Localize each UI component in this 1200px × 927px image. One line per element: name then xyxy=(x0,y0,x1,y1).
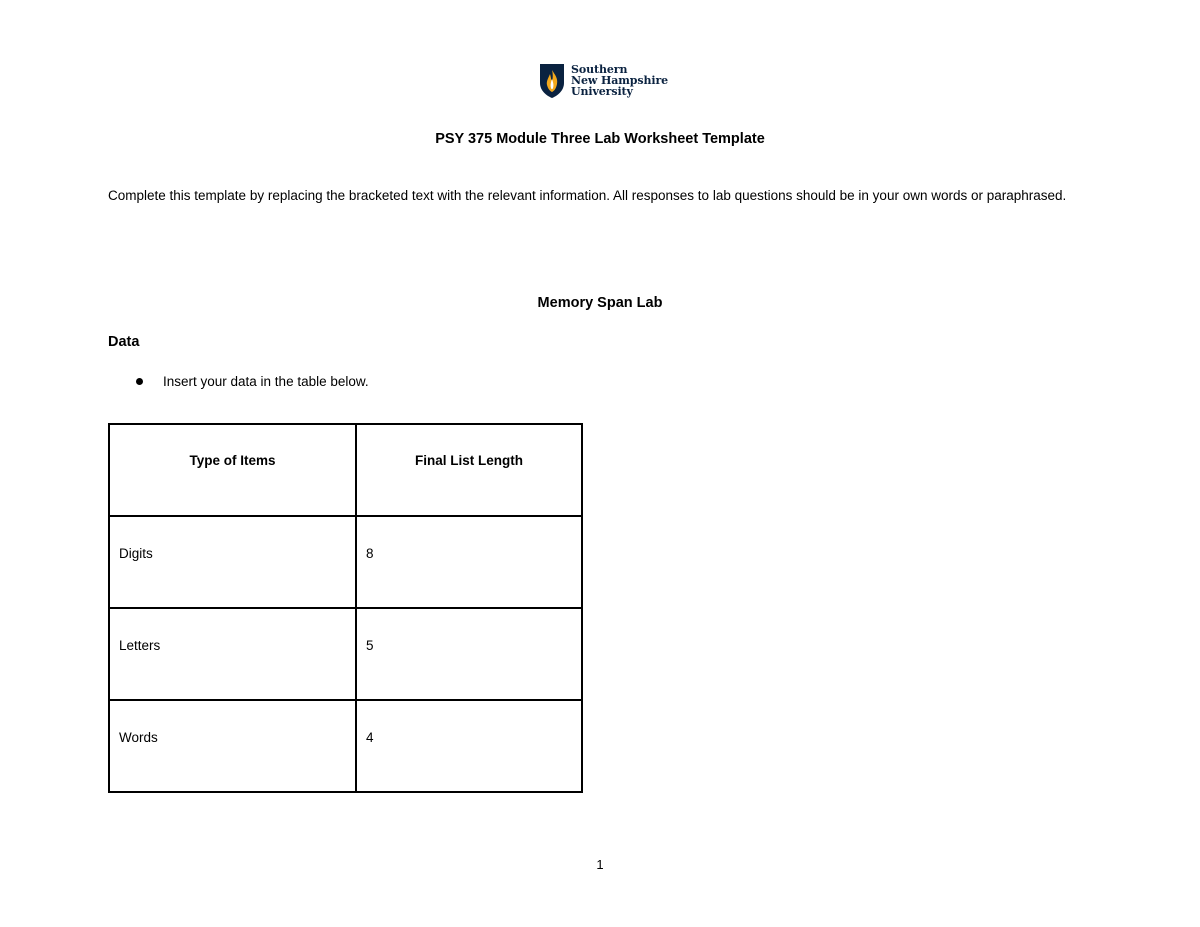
bullet-dot-icon xyxy=(136,378,143,385)
document-title: PSY 375 Module Three Lab Worksheet Template xyxy=(435,131,765,147)
logo-line-3: University xyxy=(571,85,633,98)
cell-length[interactable]: 4 xyxy=(356,700,582,792)
bullet-item xyxy=(136,374,369,389)
cell-length[interactable]: 8 xyxy=(356,516,582,608)
header-final-list-length: Final List Length xyxy=(356,424,582,516)
cell-type[interactable]: Digits xyxy=(109,516,356,608)
cell-type[interactable]: Words xyxy=(109,700,356,792)
snhu-shield-flame-icon xyxy=(539,63,565,99)
table-row xyxy=(109,516,582,608)
intro-paragraph: Complete this template by replacing the bracketed text with the relevant information. All responses to lab questions should be in your own words or paraphrased. xyxy=(108,188,1067,203)
header-type-of-items: Type of Items xyxy=(109,424,356,516)
logo-line-1: Southern xyxy=(571,63,628,76)
table-row xyxy=(109,608,582,700)
page-number: 1 xyxy=(596,857,604,872)
data-heading: Data xyxy=(108,334,140,350)
logo-wordmark xyxy=(571,64,668,97)
section-title: Memory Span Lab xyxy=(537,295,663,311)
logo-line-2: New Hampshire xyxy=(571,74,669,87)
bullet-text: Insert your data in the table below. xyxy=(163,374,369,389)
cell-length[interactable]: 5 xyxy=(356,608,582,700)
university-logo xyxy=(539,63,668,99)
table-header-row xyxy=(109,424,582,516)
cell-type[interactable]: Letters xyxy=(109,608,356,700)
table-row xyxy=(109,700,582,792)
data-table xyxy=(108,423,583,793)
